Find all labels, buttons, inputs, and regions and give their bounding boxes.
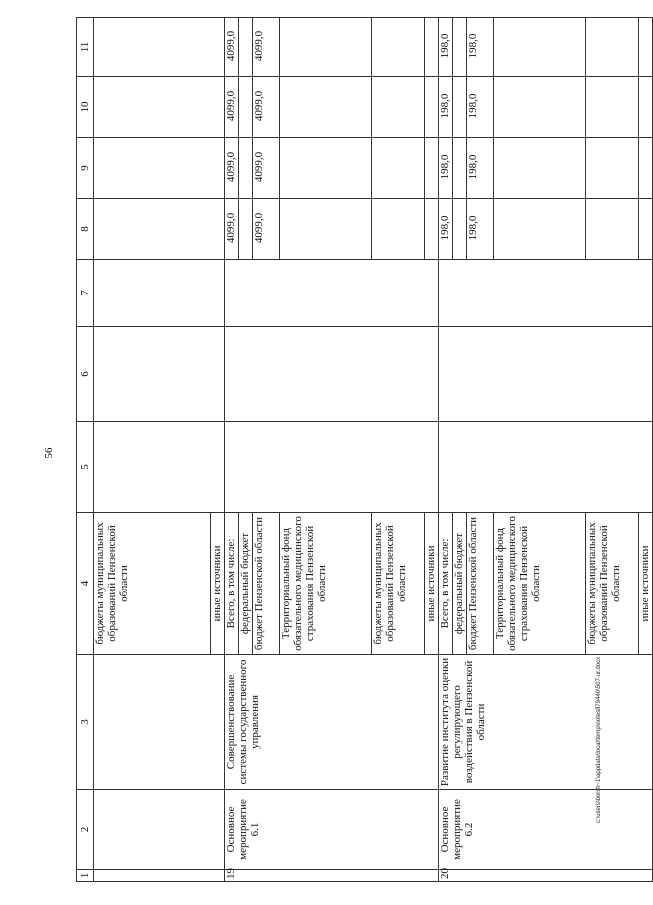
value-c8 (453, 199, 467, 259)
value-c10: 198,0 (439, 77, 453, 137)
value-c10 (453, 77, 467, 137)
value-c10: 4099,0 (253, 77, 280, 137)
column-number: 6 (77, 327, 94, 422)
empty-cell (225, 422, 439, 513)
value-c11 (453, 18, 467, 76)
source-label: федеральный бюджет (239, 513, 253, 654)
value-c9 (453, 138, 467, 198)
column-number-row (77, 18, 94, 882)
value-c10 (639, 77, 652, 137)
empty-cell (225, 260, 439, 327)
value-c10 (586, 77, 639, 137)
value-c8: 4099,0 (225, 199, 239, 259)
column-number: 11 (77, 18, 94, 77)
page-number: 56 (43, 447, 55, 459)
value-c8 (586, 199, 639, 259)
value-c9: 4099,0 (225, 138, 239, 198)
source-label: иные источники (211, 545, 223, 622)
value-c8: 4099,0 (253, 199, 280, 259)
value-cell (439, 199, 653, 260)
column-number: 2 (77, 790, 94, 870)
value-c11: 198,0 (439, 18, 453, 76)
value-c11: 4099,0 (225, 18, 239, 76)
value-c10 (425, 77, 438, 137)
source-label: бюджеты муниципальных образований Пензенской области (94, 513, 211, 654)
value-c11 (494, 18, 586, 76)
empty-cell (439, 327, 653, 422)
empty-cell (439, 260, 653, 327)
column-number: 4 (77, 513, 94, 655)
program-row (439, 18, 653, 882)
value-c9 (639, 138, 652, 198)
value-c8 (372, 199, 425, 259)
column-number: 7 (77, 260, 94, 327)
funding-sources-cell (94, 513, 225, 655)
value-c9 (494, 138, 586, 198)
value-cell (225, 18, 439, 77)
value-c10: 4099,0 (225, 77, 239, 137)
value-cell (225, 77, 439, 138)
value-c9 (586, 138, 639, 198)
value-c8: 198,0 (439, 199, 453, 259)
empty-cell (225, 327, 439, 422)
value-c8 (425, 199, 438, 259)
value-c11 (586, 18, 639, 76)
value-cell (225, 199, 439, 260)
column-number: 8 (77, 199, 94, 260)
value-c8 (280, 199, 372, 259)
funding-sources-cell (225, 513, 439, 655)
value-c9 (280, 138, 372, 198)
program-row (225, 18, 439, 882)
value-c11 (639, 18, 652, 76)
value-cell (439, 138, 653, 199)
source-label: Всего, в том числе: (439, 513, 453, 654)
funding-sources-cell (439, 513, 653, 655)
value-c9 (372, 138, 425, 198)
value-cell (225, 138, 439, 199)
source-label: бюджет Пензенской области (467, 513, 494, 654)
row-number: 19 (225, 870, 439, 882)
value-c10 (280, 77, 372, 137)
column-number: 1 (77, 870, 94, 882)
continuation-row (94, 18, 225, 882)
value-c11 (239, 18, 253, 76)
value-c8 (239, 199, 253, 259)
activity-name: Совершенствование системы государственного управления (225, 655, 439, 790)
value-c11 (280, 18, 372, 76)
source-label: Всего, в том числе: (225, 513, 239, 654)
value-c11 (372, 18, 425, 76)
source-label: федеральный бюджет (453, 513, 467, 654)
value-c8: 198,0 (467, 199, 494, 259)
value-c9: 198,0 (467, 138, 494, 198)
column-number: 3 (77, 655, 94, 790)
column-number: 10 (77, 77, 94, 138)
activity-type: Основное мероприятие 6.1 (225, 790, 439, 870)
column-number: 5 (77, 422, 94, 513)
value-c11: 4099,0 (253, 18, 280, 76)
source-label: иные источники (639, 545, 651, 622)
value-cell (439, 77, 653, 138)
value-c11 (425, 18, 438, 76)
row-number: 20 (439, 870, 653, 882)
empty-cell (439, 422, 653, 513)
column-number: 9 (77, 138, 94, 199)
source-label: бюджет Пензенской области (253, 513, 280, 654)
activity-type: Основное мероприятие 6.2 (439, 790, 653, 870)
value-c9: 198,0 (439, 138, 453, 198)
value-c10: 198,0 (467, 77, 494, 137)
activity-name: Развитие института оценки регулирующего воздействия в Пензенской области (439, 655, 653, 790)
file-path-footer: c:\users\borsh~1\appdata\local\temp\notes879440\507-ur.docx (596, 656, 602, 824)
value-cell (439, 18, 653, 77)
value-c10 (372, 77, 425, 137)
source-label: Территориальный фонд обязательного медицинского страхования Пензенской области (280, 513, 372, 654)
source-label: бюджеты муниципальных образований Пензенской области (586, 513, 639, 654)
source-label: иные источники (425, 545, 437, 622)
value-c8 (639, 199, 652, 259)
source-label: Территориальный фонд обязательного медицинского страхования Пензенской области (494, 513, 586, 654)
value-c9: 4099,0 (253, 138, 280, 198)
value-c9 (425, 138, 438, 198)
value-c10 (239, 77, 253, 137)
value-c11: 198,0 (467, 18, 494, 76)
source-label: бюджеты муниципальных образований Пензенской области (372, 513, 425, 654)
value-c9 (239, 138, 253, 198)
value-c10 (494, 77, 586, 137)
value-c8 (494, 199, 586, 259)
